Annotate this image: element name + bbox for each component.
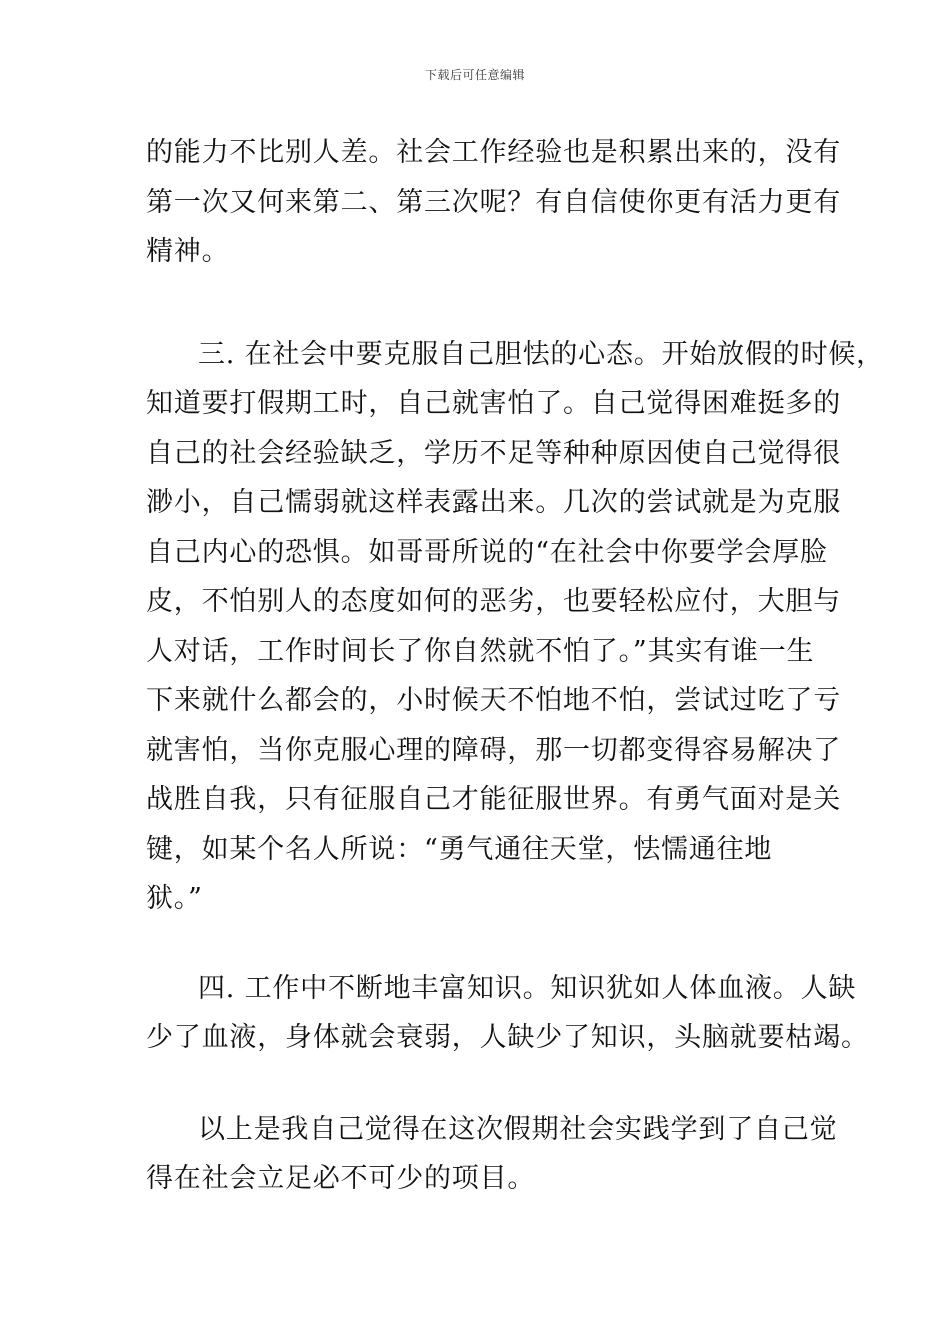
paragraph-section-three — [146, 330, 884, 924]
text-line: 渺小，自己懦弱就这样表露出来。几次的尝试就是为克服 — [146, 487, 841, 518]
text-line: 第一次又何来第二、第三次呢？有自信使你更有活力更有 — [146, 186, 841, 218]
paragraph-spacer — [146, 1063, 808, 1105]
text-line: 知道要打假期工时，自己就害怕了。自己觉得困难挺多的 — [146, 388, 841, 419]
text-line: 四. 工作中不断地丰富知识。知识犹如人体血液。人缺 — [198, 972, 857, 1004]
text-line: 三. 在社会中要克服自己胆怯的心态。开始放假的时候， — [198, 338, 884, 370]
text-line: 以上是我自己觉得在这次假期社会实践学到了自己觉 — [198, 1113, 838, 1145]
text-line: 狱。” — [146, 883, 203, 914]
paragraph-spacer — [146, 924, 808, 964]
text-line: 精神。 — [146, 236, 230, 267]
paragraph-spacer — [146, 277, 808, 330]
text-line: 下来就什么都会的，小时候天不怕地不怕，尝试过吃了亏 — [146, 685, 841, 716]
text-line: 得在社会立足必不可少的项目。 — [146, 1163, 536, 1194]
text-line: 人对话，工作时间长了你自然就不怕了。”其实有谁一生 — [146, 635, 815, 667]
text-line: 皮，不怕别人的态度如何的恶劣，也要轻松应付，大胆与 — [146, 586, 841, 617]
text-line: 战胜自我，只有征服自己才能征服世界。有勇气面对是关 — [146, 784, 841, 815]
text-line: 的能力不比别人差。社会工作经验也是积累出来的，没有 — [146, 137, 841, 168]
text-line: 键，如某个名人所说：“勇气通往天堂，怯懦通往地 — [146, 833, 773, 865]
text-line: 就害怕，当你克服心理的障碍，那一切都变得容易解决了 — [146, 734, 841, 766]
paragraph-conclusion — [146, 1105, 838, 1204]
text-line: 自己内心的恐惧。如哥哥所说的“在社会中你要学会厚脸 — [146, 536, 828, 568]
paragraph-section-four — [146, 964, 869, 1063]
paragraph-confidence-ending — [146, 128, 841, 277]
page-header: 下载后可任意编辑 — [424, 68, 525, 82]
document-body — [146, 128, 884, 1204]
text-line: 少了血液，身体就会衰弱，人缺少了知识，头脑就要枯竭。 — [146, 1022, 869, 1053]
text-line: 自己的社会经验缺乏，学历不足等种种原因使自己觉得很 — [146, 437, 841, 469]
